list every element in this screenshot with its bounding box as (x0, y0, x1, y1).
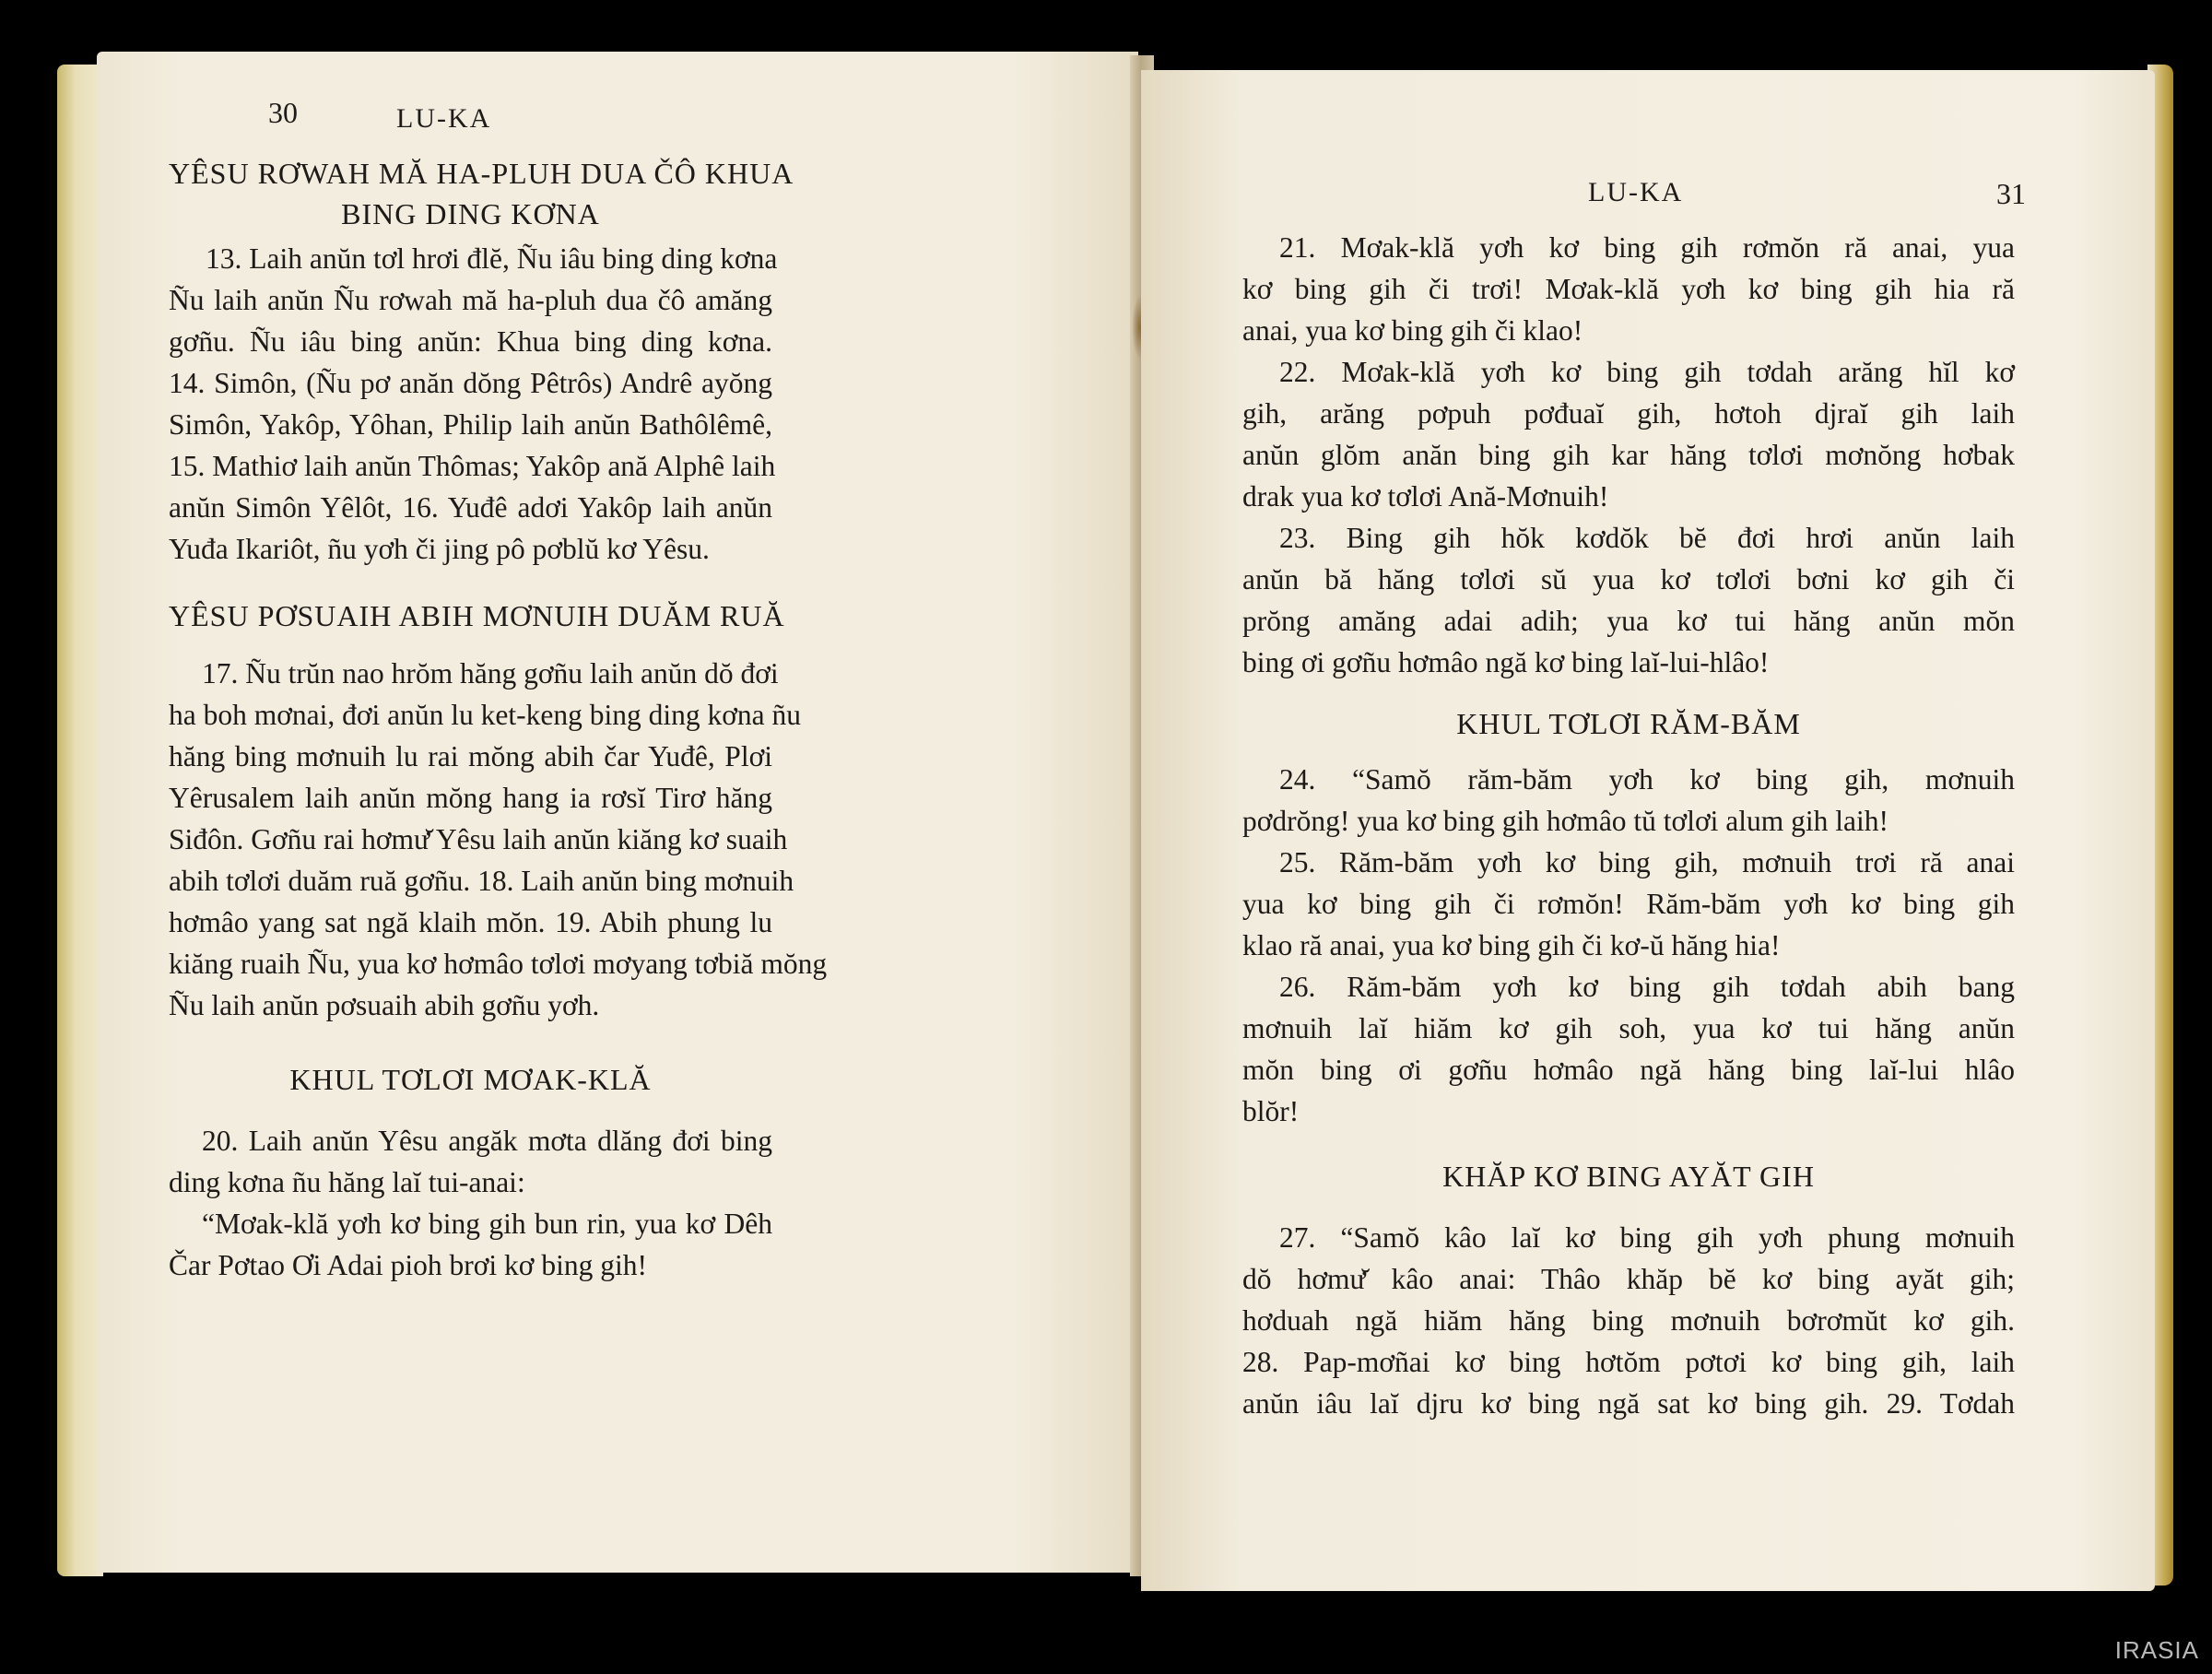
paragraph: 21. Mơak-klă yơh kơ bing gih rơmŏn ră anai, yua kơ bing gih či trơi! Mơak-klă yơh kơ bing gih hia ră anai, yua kơ bing gih či klao! (1242, 231, 2015, 347)
paragraph: 24. “Samŏ răm-băm yơh kơ bing gih, mơnuih pơdrŏng! yua kơ bing gih hơmâo tŭ tơlơi alum gih laih! (1242, 763, 2015, 837)
running-head-left: LU-KA (396, 103, 492, 134)
section-heading: KHUL TƠLƠI MƠAK-KLĂ (289, 1063, 652, 1096)
paragraph: 23. Bing gih hŏk kơdŏk bĕ đơi hrơi anŭn laih anŭn bă hăng tơlơi sŭ yua kơ tơlơi bơni kơ gih či prŏng amăng adai adih; yua kơ tui hăng anŭn mŏn bing ơi gơñu hơmâo ngă kơ bing laĭ-lui-hlâo! (1242, 522, 2015, 678)
running-head-right: LU-KA (1588, 177, 1684, 207)
watermark: IRASIA (2114, 1636, 2199, 1664)
page-number-left: 30 (268, 96, 298, 129)
right-text-block (1242, 227, 2015, 1424)
paragraph: 25. Răm-băm yơh kơ bing gih, mơnuih trơi ră anai yua kơ bing gih či rơmŏn! Răm-băm yơh kơ bing gih klao ră anai, yua kơ bing gih či kơ-ŭ hăng hia! (1242, 846, 2015, 961)
section-heading: KHĂP KƠ BING AYĂT GIH (1442, 1160, 1815, 1193)
section-heading: YÊSU RƠWAH MĂ HA-PLUH DUA ČÔ KHUA BING DING KƠNA (169, 157, 794, 230)
paragraph: 26. Răm-băm yơh kơ bing gih tơdah abih bang mơnuih laĭ hiăm kơ gih soh, yua kơ tui hăng anŭn mŏn bing ơi gơñu hơmâo ngă hăng bing laĭ-lui hlâo blŏr! (1242, 971, 2015, 1127)
page-number-right: 31 (1996, 177, 2026, 210)
paragraph: 17. Ñu trŭn nao hrŏm hăng gơñu laih anŭn dŏ đơi ha boh mơnai, đơi anŭn lu ket-keng bing ding kơna ñu hăng bing mơnuih lu rai mŏng abih čar Yuđê, Plơi Yêrusalem laih anŭn mŏng hang ia rơsĭ Tirơ hăng Siđôn. Gơñu rai hơmư̆ Yêsu laih anŭn kiăng kơ suaih abih tơlơi duăm ruă gơñu. 18. Laih anŭn bing mơnuih hơmâo yang sat ngă klaih mŏn. 19. Abih phung lu kiăng ruaih Ñu, yua kơ hơmâo tơlơi mơyang tơbiă mŏng Ñu laih anŭn pơsuaih abih gơñu yơh. (169, 657, 828, 1021)
right-page (1141, 70, 2155, 1591)
paragraph: 22. Mơak-klă yơh kơ bing gih tơdah arăng hĭl kơ gih, arăng pơpuh pơđuaĭ gih, hơtoh djraĭ gih laih anŭn glŏm anăn bing gih kar hăng tơlơi mơnŏng hơbak drak yua kơ tơlơi Ană-Mơnuih! (1242, 356, 2015, 513)
section-heading: KHUL TƠLƠI RĂM-BĂM (1456, 707, 1801, 740)
paragraph: 27. “Samŏ kâo laĭ kơ bing gih yơh phung mơnuih dŏ hơmư̆ kâo anai: Thâo khăp bĕ kơ bing ayăt gih; hơduah ngă hiăm hăng bing mơnuih bơrơmŭt kơ gih. 28. Pap-mơñai kơ bing hơtŏm pơtơi kơ bing gih, laih anŭn iâu laĭ djru kơ bing ngă sat kơ bing gih. 29. Tơdah (1242, 1221, 2015, 1420)
left-page (97, 52, 1138, 1573)
paragraph: 13. Laih anŭn tơl hrơi đlĕ, Ñu iâu bing ding kơna Ñu laih anŭn Ñu rơwah mă ha-pluh dua čô amăng gơñu. Ñu iâu bing anŭn: Khua bing ding kơna. 14. Simôn, (Ñu pơ anăn dŏng Pêtrôs) Andrê ayŏng Simôn, Yakôp, Yôhan, Philip laih anŭn Bathôlêmê, 15. Mathiơ laih anŭn Thômas; Yakôp ană Alphê laih anŭn Simôn Yêlôt, 16. Yuđê adơi Yakôp laih anŭn Yuđa Ikariôt, ñu yơh či jing pô pơblŭ kơ Yêsu. (169, 242, 778, 565)
section-heading: YÊSU PƠSUAIH ABIH MƠNUIH DUĂM RUĂ (169, 599, 785, 632)
paragraph: 20. Laih anŭn Yêsu angăk mơta dlăng đơi bing ding kơna ñu hăng laĭ tui-anai: “Mơak-klă yơh kơ bing gih bun rin, yua kơ Dêh Čar Pơtao Ơi Adai pioh brơi kơ bing gih! (169, 1125, 772, 1281)
left-text-block (169, 153, 828, 1286)
